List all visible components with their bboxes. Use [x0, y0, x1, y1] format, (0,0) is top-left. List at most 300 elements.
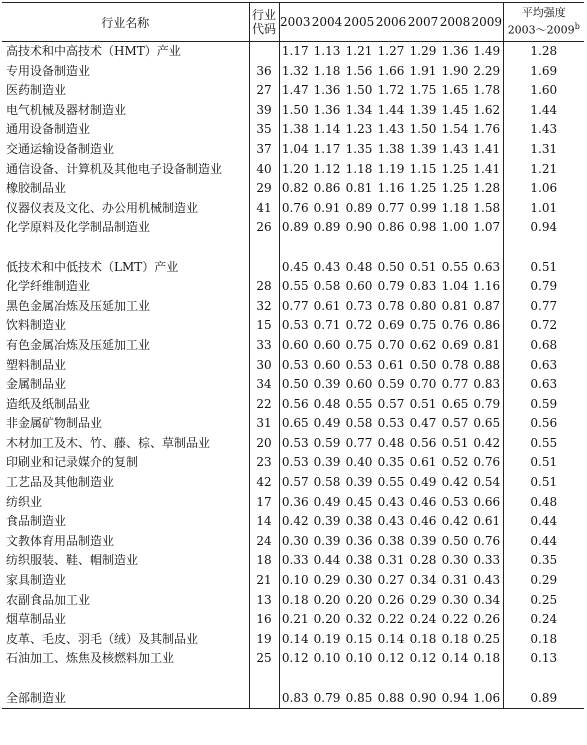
year-value-cell: 1.25: [441, 161, 469, 176]
year-value-cell: 1.23: [345, 122, 373, 137]
year-value-cell: 0.81: [441, 298, 469, 313]
industry-code-cell: 39: [249, 101, 279, 121]
industry-code-cell: 41: [249, 199, 279, 219]
industry-code-cell: 33: [249, 336, 279, 356]
year-value-cell: 0.53: [281, 357, 309, 372]
year-value-cell: 1.25: [441, 181, 469, 196]
year-value-cell: 0.63: [473, 259, 501, 274]
year-value-cell: 1.62: [473, 102, 501, 117]
year-value-cell: 0.30: [441, 592, 469, 607]
industry-code-cell: [249, 42, 279, 62]
table-header: [2, 3, 584, 42]
year-value-cell: 0.10: [313, 651, 341, 666]
year-value-cell: 0.48: [377, 435, 405, 450]
year-value-cell: 0.76: [473, 533, 501, 548]
year-value-cell: 0.76: [441, 318, 469, 333]
year-value-cell: 0.61: [473, 514, 501, 529]
year-value-cell: 0.69: [377, 318, 405, 333]
average-intensity-cell: 0.72: [503, 316, 584, 336]
year-value-cell: 0.14: [441, 651, 469, 666]
average-intensity-cell: 1.69: [503, 62, 584, 82]
year-value-cell: 0.34: [473, 592, 501, 607]
year-value-cell: 1.07: [473, 220, 501, 235]
year-value-cell: 0.18: [441, 631, 469, 646]
empty-cell: [343, 669, 375, 689]
industry-code-cell: 31: [249, 414, 279, 434]
year-value-cell: 0.40: [345, 455, 373, 470]
year-value-cell: 0.45: [281, 259, 309, 274]
year-value-cell: 1.14: [313, 122, 341, 137]
year-value-cell: 1.39: [409, 141, 437, 156]
year-value-cell: 0.14: [281, 631, 309, 646]
year-value-cell: 0.53: [345, 357, 373, 372]
year-value-cell: 0.50: [377, 259, 405, 274]
industry-code-cell: 25: [249, 649, 279, 669]
year-value-cell: 0.10: [281, 573, 309, 588]
header-year: 2008: [439, 3, 471, 42]
year-value-cell: 0.77: [345, 435, 373, 450]
year-value-cell: 0.30: [345, 573, 373, 588]
year-value-cell: 0.39: [409, 533, 437, 548]
year-value-cell: 1.36: [441, 44, 469, 58]
industry-table-container: [2, 2, 584, 709]
header-avg-footnote-mark: b: [574, 22, 580, 32]
year-value-cell: 1.38: [377, 141, 405, 156]
average-intensity-cell: 0.51: [503, 258, 584, 278]
empty-cell: [2, 238, 249, 258]
year-value-cell: 0.18: [281, 592, 309, 607]
year-value-cell: 0.43: [377, 494, 405, 509]
industry-name-cell: 工艺品及其他制造业: [2, 473, 249, 493]
year-value-cell: 1.16: [473, 279, 501, 294]
year-value-cell: 1.66: [377, 63, 405, 78]
table-row: [2, 81, 584, 101]
year-value-cell: 0.85: [343, 689, 375, 709]
header-year: 2004: [311, 3, 343, 42]
average-intensity-cell: 1.21: [503, 160, 584, 180]
year-value-cell: 0.88: [473, 357, 501, 372]
year-value-cell: 0.22: [377, 612, 405, 627]
year-value-cell: 0.10: [345, 651, 373, 666]
year-value-cell: 0.83: [473, 377, 501, 392]
year-value-cell: 1.49: [473, 44, 501, 58]
industry-code-cell: 26: [249, 218, 279, 238]
industry-name-cell: 食品制造业: [2, 512, 249, 532]
year-value-cell: 1.12: [313, 161, 341, 176]
industry-name-cell: 非金属矿物制品业: [2, 414, 249, 434]
industry-code-cell: 18: [249, 551, 279, 571]
industry-code-cell: 20: [249, 434, 279, 454]
year-value-cell: 0.66: [473, 494, 501, 509]
average-intensity-cell: 0.89: [503, 689, 584, 709]
year-value-cell: 0.51: [409, 259, 437, 274]
table-row: [2, 395, 584, 415]
average-intensity-cell: 0.35: [503, 551, 584, 571]
year-value-cell: 0.88: [375, 689, 407, 709]
industry-name-cell: 皮革、毛皮、羽毛（绒）及其制品业: [2, 630, 249, 650]
year-value-cell: 1.36: [313, 83, 341, 98]
industry-code-cell: 29: [249, 179, 279, 199]
year-value-cell: 0.80: [409, 298, 437, 313]
year-value-cell: 0.81: [345, 181, 373, 196]
year-value-cell: 0.71: [313, 318, 341, 333]
table-row: [2, 571, 584, 591]
year-value-cell: 0.45: [345, 494, 373, 509]
year-value-cell: 0.77: [281, 298, 309, 313]
industry-code-cell: 37: [249, 140, 279, 160]
year-value-cell: 0.76: [281, 200, 309, 215]
year-value-cell: 0.58: [313, 475, 341, 490]
header-year: 2005: [343, 3, 375, 42]
year-value-cell: 0.38: [345, 514, 373, 529]
empty-cell: [311, 238, 343, 258]
year-value-cell: 0.59: [377, 377, 405, 392]
average-intensity-cell: 0.44: [503, 532, 584, 552]
year-value-cell: 1.18: [441, 200, 469, 215]
table-row: [2, 414, 584, 434]
industry-code-cell: 21: [249, 571, 279, 591]
year-value-cell: 0.21: [281, 612, 309, 627]
average-intensity-cell: 1.43: [503, 120, 584, 140]
industry-name-cell: 高技术和中高技术（HMT）产业: [2, 42, 249, 62]
year-value-cell: 0.56: [409, 435, 437, 450]
header-year: 2006: [375, 3, 407, 42]
year-value-cell: 1.50: [281, 102, 309, 117]
year-value-cell: 0.72: [345, 318, 373, 333]
year-value-cell: 0.30: [441, 553, 469, 568]
industry-code-cell: 17: [249, 493, 279, 513]
year-value-cell: 0.14: [377, 631, 405, 646]
year-value-cell: 1.20: [281, 161, 309, 176]
year-value-cell: 1.50: [345, 83, 373, 98]
year-value-cell: 0.19: [313, 631, 341, 646]
year-value-cell: 0.65: [281, 416, 309, 431]
industry-name-cell: 黑色金属冶炼及压延加工业: [2, 297, 249, 317]
industry-code-cell: 34: [249, 375, 279, 395]
year-value-cell: 0.39: [313, 514, 341, 529]
year-value-cell: 0.29: [313, 573, 341, 588]
table-row: [2, 532, 584, 552]
industry-code-cell: 30: [249, 356, 279, 376]
industry-name-cell: 金属制品业: [2, 375, 249, 395]
year-value-cell: 0.52: [441, 455, 469, 470]
year-value-cell: 1.65: [441, 83, 469, 98]
year-value-cell: 0.36: [345, 533, 373, 548]
year-value-cell: 1.41: [473, 161, 501, 176]
average-intensity-cell: 0.51: [503, 453, 584, 473]
year-value-cell: 0.79: [473, 396, 501, 411]
empty-cell: [279, 238, 311, 258]
year-value-cell: 0.46: [409, 494, 437, 509]
header-year: 2009: [471, 3, 503, 42]
year-value-cell: 0.18: [409, 631, 437, 646]
year-value-cell: 0.20: [313, 612, 341, 627]
table-row: [2, 473, 584, 493]
year-value-cell: 1.06: [471, 689, 503, 709]
year-value-cell: 0.65: [473, 416, 501, 431]
year-value-cell: 1.91: [409, 63, 437, 78]
average-intensity-cell: 0.24: [503, 610, 584, 630]
average-intensity-cell: 0.29: [503, 571, 584, 591]
industry-code-cell: 24: [249, 532, 279, 552]
industry-name-cell: 农副食品加工业: [2, 591, 249, 611]
year-value-cell: 0.39: [345, 475, 373, 490]
empty-cell: [503, 238, 584, 258]
year-value-cell: 0.36: [281, 494, 309, 509]
year-value-cell: 1.19: [377, 161, 405, 176]
header-year: 2003: [279, 3, 311, 42]
year-value-cell: 0.38: [377, 533, 405, 548]
table-row: [2, 356, 584, 376]
average-intensity-cell: 0.13: [503, 649, 584, 669]
year-value-cell: 0.76: [473, 455, 501, 470]
empty-cell: [249, 238, 279, 258]
year-value-cell: 0.89: [313, 220, 341, 235]
year-value-cell: 0.44: [313, 553, 341, 568]
year-value-cell: 0.60: [313, 357, 341, 372]
industry-code-cell: 23: [249, 453, 279, 473]
year-value-cell: 0.20: [313, 592, 341, 607]
table-row: [2, 630, 584, 650]
empty-cell: [2, 669, 249, 689]
header-year: 2007: [407, 3, 439, 42]
industry-code-cell: 16: [249, 610, 279, 630]
industry-code-cell: 36: [249, 62, 279, 82]
year-value-cell: 0.87: [473, 298, 501, 313]
year-value-cell: 0.27: [377, 573, 405, 588]
year-value-cell: 0.35: [377, 455, 405, 470]
year-value-cell: 0.78: [377, 298, 405, 313]
industry-code-cell: 22: [249, 395, 279, 415]
year-value-cell: 0.59: [313, 435, 341, 450]
spacer-row: [2, 238, 584, 258]
average-intensity-cell: 0.79: [503, 277, 584, 297]
year-value-cell: 0.12: [281, 651, 309, 666]
table-row: [2, 512, 584, 532]
average-intensity-cell: 1.60: [503, 81, 584, 101]
year-value-cell: 0.24: [409, 612, 437, 627]
empty-cell: [249, 669, 279, 689]
table-row: [2, 551, 584, 571]
industry-name-cell: 通信设备、计算机及其他电子设备制造业: [2, 160, 249, 180]
year-value-cell: 1.43: [377, 122, 405, 137]
year-value-cell: 1.17: [281, 44, 309, 58]
year-value-cell: 0.49: [409, 475, 437, 490]
industry-name-cell: 纺织服装、鞋、帽制造业: [2, 551, 249, 571]
table-row: [2, 140, 584, 160]
year-value-cell: 0.42: [441, 475, 469, 490]
year-value-cell: 0.43: [313, 259, 341, 274]
year-value-cell: 1.45: [441, 102, 469, 117]
year-value-cell: 0.56: [281, 396, 309, 411]
average-intensity-cell: 1.28: [503, 42, 584, 62]
empty-cell: [439, 238, 471, 258]
table-row: [2, 336, 584, 356]
industry-code-cell: 13: [249, 591, 279, 611]
year-value-cell: 0.60: [313, 337, 341, 352]
year-value-cell: 0.53: [281, 318, 309, 333]
industry-code-cell: 35: [249, 120, 279, 140]
table-row: [2, 160, 584, 180]
header-avg-line2: 2003～2009: [507, 23, 575, 37]
year-value-cell: 1.36: [313, 102, 341, 117]
table-row: [2, 62, 584, 82]
year-value-cell: 0.86: [377, 220, 405, 235]
year-value-cell: 0.89: [345, 200, 373, 215]
year-value-cell: 0.57: [281, 475, 309, 490]
average-intensity-cell: 0.68: [503, 336, 584, 356]
year-value-cell: 0.33: [473, 553, 501, 568]
year-value-cell: 1.15: [409, 161, 437, 176]
industry-code-cell: [249, 689, 279, 709]
year-value-cell: 0.47: [409, 416, 437, 431]
year-value-cell: 1.76: [473, 122, 501, 137]
year-value-cell: 0.83: [409, 279, 437, 294]
industry-code-cell: 19: [249, 630, 279, 650]
year-value-cell: 0.77: [377, 200, 405, 215]
year-value-cell: 0.60: [281, 337, 309, 352]
table-row: [2, 493, 584, 513]
industry-intensity-table: [2, 2, 584, 709]
year-value-cell: 0.43: [377, 514, 405, 529]
industry-name-cell: 医药制造业: [2, 81, 249, 101]
year-value-cell: 1.13: [313, 44, 341, 58]
year-value-cell: 0.81: [473, 337, 501, 352]
year-value-cell: 0.43: [473, 573, 501, 588]
year-value-cell: 0.54: [473, 475, 501, 490]
year-value-cell: 0.25: [473, 631, 501, 646]
year-value-cell: 1.50: [409, 122, 437, 137]
year-value-cell: 0.61: [313, 298, 341, 313]
table-body: [2, 42, 584, 709]
year-value-cell: 1.47: [281, 83, 309, 98]
year-value-cell: 1.44: [377, 102, 405, 117]
year-value-cell: 0.89: [281, 220, 309, 235]
year-value-cell: 0.60: [345, 377, 373, 392]
year-value-cell: 1.29: [409, 44, 437, 58]
industry-code-cell: [249, 258, 279, 278]
header-code-line1: 行业: [251, 8, 276, 22]
average-intensity-cell: 0.63: [503, 356, 584, 376]
average-intensity-cell: 0.51: [503, 473, 584, 493]
year-value-cell: 0.65: [441, 396, 469, 411]
year-value-cell: 0.58: [313, 279, 341, 294]
year-value-cell: 0.38: [345, 553, 373, 568]
year-value-cell: 1.54: [441, 122, 469, 137]
year-value-cell: 0.49: [313, 416, 341, 431]
year-value-cell: 0.58: [345, 416, 373, 431]
empty-cell: [407, 669, 439, 689]
average-intensity-cell: 0.44: [503, 512, 584, 532]
industry-name-cell: 造纸及纸制品业: [2, 395, 249, 415]
average-intensity-cell: 1.01: [503, 199, 584, 219]
spacer-row: [2, 669, 584, 689]
year-value-cell: 0.60: [345, 279, 373, 294]
empty-cell: [279, 669, 311, 689]
year-value-cell: 0.61: [409, 455, 437, 470]
year-value-cell: 1.34: [345, 102, 373, 117]
year-value-cell: 1.78: [473, 83, 501, 98]
table-row: [2, 199, 584, 219]
industry-name-cell: 化学纤维制造业: [2, 277, 249, 297]
year-value-cell: 1.90: [441, 63, 469, 78]
year-value-cell: 1.43: [441, 141, 469, 156]
industry-name-cell: 仪器仪表及文化、办公用机械制造业: [2, 199, 249, 219]
average-intensity-cell: 1.06: [503, 179, 584, 199]
year-value-cell: 0.28: [409, 553, 437, 568]
year-value-cell: 0.83: [279, 689, 311, 709]
year-value-cell: 0.33: [281, 553, 309, 568]
table-row: [2, 375, 584, 395]
year-value-cell: 0.32: [345, 612, 373, 627]
year-value-cell: 0.82: [281, 181, 309, 196]
year-value-cell: 0.31: [441, 573, 469, 588]
year-value-cell: 1.35: [345, 141, 373, 156]
industry-code-cell: 28: [249, 277, 279, 297]
average-intensity-cell: 0.48: [503, 493, 584, 513]
year-value-cell: 0.39: [313, 533, 341, 548]
industry-name-cell: 塑料制品业: [2, 356, 249, 376]
year-value-cell: 0.20: [345, 592, 373, 607]
average-intensity-cell: 0.59: [503, 395, 584, 415]
industry-name-cell: 低技术和中低技术（LMT）产业: [2, 258, 249, 278]
average-intensity-cell: 1.44: [503, 101, 584, 121]
year-value-cell: 0.39: [313, 455, 341, 470]
year-value-cell: 0.99: [409, 200, 437, 215]
year-value-cell: 1.27: [377, 44, 405, 58]
year-value-cell: 0.48: [313, 396, 341, 411]
average-intensity-cell: 0.56: [503, 414, 584, 434]
year-value-cell: 0.70: [409, 377, 437, 392]
year-value-cell: 0.53: [281, 435, 309, 450]
year-value-cell: 0.42: [281, 514, 309, 529]
year-value-cell: 0.39: [313, 377, 341, 392]
industry-name-cell: 有色金属冶炼及压延加工业: [2, 336, 249, 356]
year-value-cell: 0.26: [377, 592, 405, 607]
table-row: [2, 258, 584, 278]
empty-cell: [471, 238, 503, 258]
empty-cell: [471, 669, 503, 689]
year-value-cell: 1.72: [377, 83, 405, 98]
industry-name-cell: 全部制造业: [2, 689, 249, 709]
industry-name-cell: 家具制造业: [2, 571, 249, 591]
year-value-cell: 0.50: [281, 377, 309, 392]
industry-code-cell: 40: [249, 160, 279, 180]
year-value-cell: 0.51: [441, 435, 469, 450]
average-intensity-cell: 0.77: [503, 297, 584, 317]
year-value-cell: 0.91: [313, 200, 341, 215]
table-row: [2, 179, 584, 199]
year-value-cell: 1.56: [345, 63, 373, 78]
year-value-cell: 0.73: [345, 298, 373, 313]
industry-name-cell: 橡胶制品业: [2, 179, 249, 199]
table-row: [2, 218, 584, 238]
year-value-cell: 0.26: [473, 612, 501, 627]
year-value-cell: 0.61: [377, 357, 405, 372]
industry-name-cell: 饮料制造业: [2, 316, 249, 336]
year-value-cell: 1.58: [473, 200, 501, 215]
industry-name-cell: 烟草制品业: [2, 610, 249, 630]
year-value-cell: 0.42: [473, 435, 501, 450]
year-value-cell: 1.39: [409, 102, 437, 117]
empty-cell: [503, 669, 584, 689]
table-row: [2, 649, 584, 669]
year-value-cell: 1.38: [281, 122, 309, 137]
year-value-cell: 0.79: [311, 689, 343, 709]
table-row: [2, 42, 584, 62]
table-row: [2, 316, 584, 336]
year-value-cell: 0.79: [377, 279, 405, 294]
